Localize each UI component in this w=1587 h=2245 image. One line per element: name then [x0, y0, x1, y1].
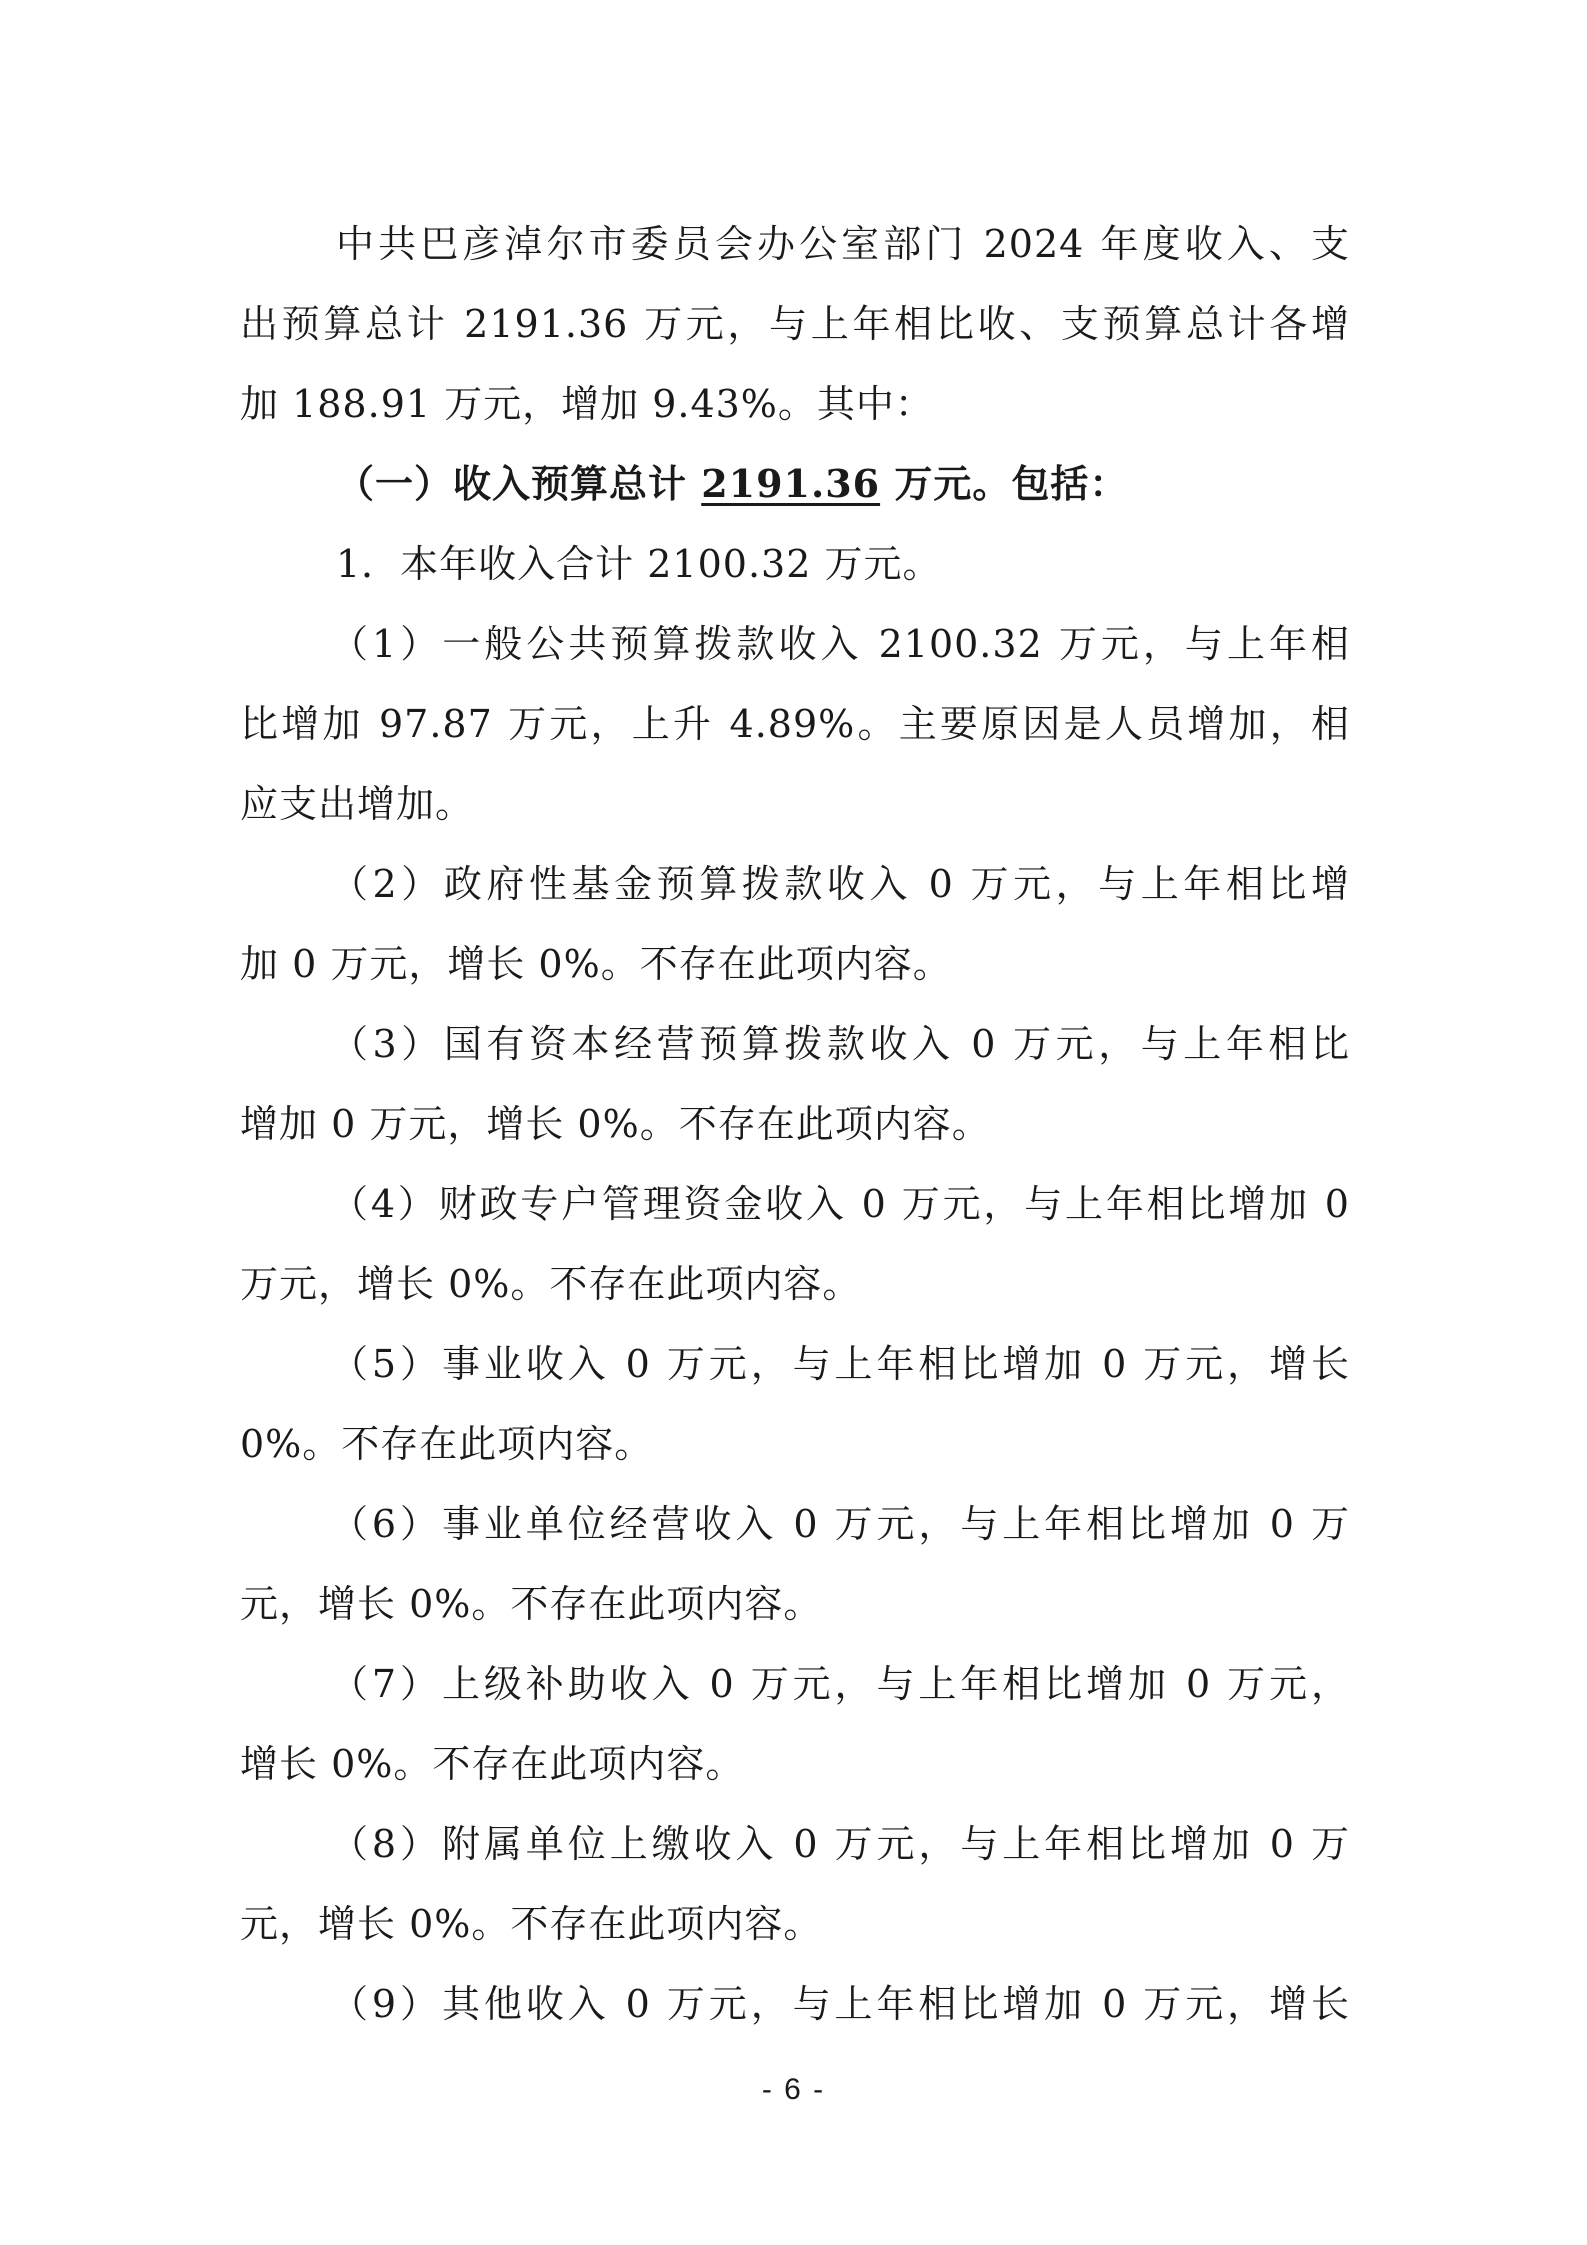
item-7-line-1: （7）上级补助收入 0 万元，与上年相比增加 0 万元，	[330, 1662, 1350, 1706]
item-4-line-1: （4）财政专户管理资金收入 0 万元，与上年相比增加 0	[330, 1182, 1350, 1226]
item-2-line-2: 加 0 万元，增长 0%。不存在此项内容。	[240, 942, 952, 986]
item-3-line-2: 增加 0 万元，增长 0%。不存在此项内容。	[240, 1102, 991, 1146]
item-5-line-2: 0%。不存在此项内容。	[240, 1422, 654, 1466]
item-1-line-3: 应支出增加。	[240, 782, 475, 826]
item-8-line-1: （8）附属单位上缴收入 0 万元，与上年相比增加 0 万	[330, 1822, 1350, 1866]
item-7-line-2: 增长 0%。不存在此项内容。	[240, 1742, 745, 1786]
intro-line-2: 出预算总计 2191.36 万元，与上年相比收、支预算总计各增	[240, 302, 1350, 346]
item-2-line-1: （2）政府性基金预算拨款收入 0 万元，与上年相比增	[330, 862, 1350, 906]
page-number: - 6 -	[761, 2073, 826, 2106]
item-1-line-1: （1）一般公共预算拨款收入 2100.32 万元，与上年相	[330, 622, 1350, 666]
item-1-line-2: 比增加 97.87 万元，上升 4.89%。主要原因是人员增加，相	[240, 702, 1350, 746]
item-6-line-1: （6）事业单位经营收入 0 万元，与上年相比增加 0 万	[330, 1502, 1350, 1546]
item-3-line-1: （3）国有资本经营预算拨款收入 0 万元，与上年相比	[330, 1022, 1350, 1066]
heading-amount: 2191.36	[701, 461, 881, 506]
item-6-line-2: 元，增长 0%。不存在此项内容。	[240, 1582, 823, 1626]
section-heading-income-total	[336, 460, 1350, 508]
item-5-line-1: （5）事业收入 0 万元，与上年相比增加 0 万元，增长	[330, 1342, 1350, 1386]
heading-suffix: 万元。包括：	[880, 461, 1129, 506]
item-4-line-2: 万元，增长 0%。不存在此项内容。	[240, 1262, 862, 1306]
item-1-heading: 1．本年收入合计 2100.32 万元。	[336, 542, 942, 586]
item-8-line-2: 元，增长 0%。不存在此项内容。	[240, 1902, 823, 1946]
item-9-line-1: （9）其他收入 0 万元，与上年相比增加 0 万元，增长	[330, 1982, 1350, 2026]
intro-line-1: 中共巴彦淖尔市委员会办公室部门 2024 年度收入、支	[336, 222, 1350, 266]
heading-prefix: （一）收入预算总计	[336, 461, 702, 506]
intro-line-3: 加 188.91 万元，增加 9.43%。其中：	[240, 382, 934, 426]
